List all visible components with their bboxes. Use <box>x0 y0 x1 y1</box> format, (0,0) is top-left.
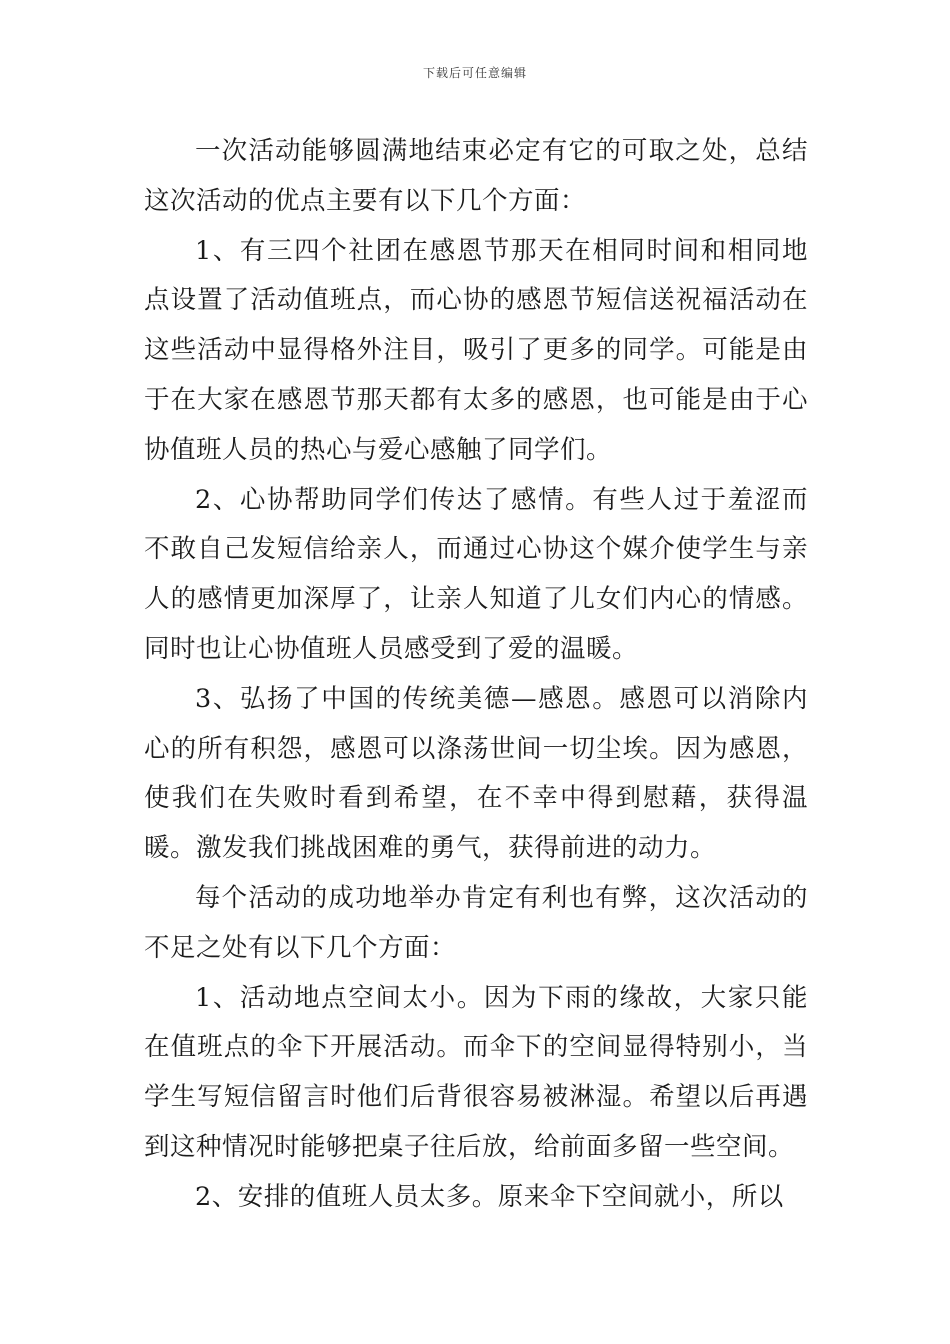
document-body <box>144 127 808 1223</box>
paragraph-weakness-2: 2、安排的值班人员太多。原来伞下空间就小，所以 <box>195 1181 784 1212</box>
paragraph-intro-strengths: 一次活动能够圆满地结束必定有它的可取之处，总结这次活动的优点主要有以下几个方面： <box>144 136 808 216</box>
paragraph-weakness-1: 1、活动地点空间太小。因为下雨的缘故，大家只能在值班点的伞下开展活动。而伞下的空间显得特别小，当学生写短信留言时他们后背很容易被淋湿。希望以后再遇到这种情况时能够把桌子往后放，给前面多留一些空间。 <box>144 982 808 1162</box>
paragraph-strength-1: 1、有三四个社团在感恩节那天在相同时间和相同地点设置了活动值班点，而心协的感恩节短信送祝福活动在这些活动中显得格外注目，吸引了更多的同学。可能是由于在大家在感恩节那天都有太多的感恩，也可能是由于心协值班人员的热心与爱心感触了同学们。 <box>144 235 808 465</box>
paragraph-strength-3: 3、弘扬了中国的传统美德—感恩。感恩可以消除内心的所有积怨，感恩可以涤荡世间一切尘埃。因为感恩，使我们在失败时看到希望，在不幸中得到慰藉，获得温暖。激发我们挑战困难的勇气，获得前进的动力。 <box>144 683 808 864</box>
paragraph-intro-weaknesses: 每个活动的成功地举办肯定有利也有弊，这次活动的不足之处有以下几个方面： <box>144 882 808 963</box>
page-header: 下载后可任意编辑 <box>422 66 527 80</box>
paragraph-strength-2: 2、心协帮助同学们传达了感情。有些人过于羞涩而不敢自己发短信给亲人，而通过心协这个媒介使学生与亲人的感情更加深厚了，让亲人知道了儿女们内心的情感。同时也让心协值班人员感受到了爱的温暖。 <box>144 484 808 664</box>
